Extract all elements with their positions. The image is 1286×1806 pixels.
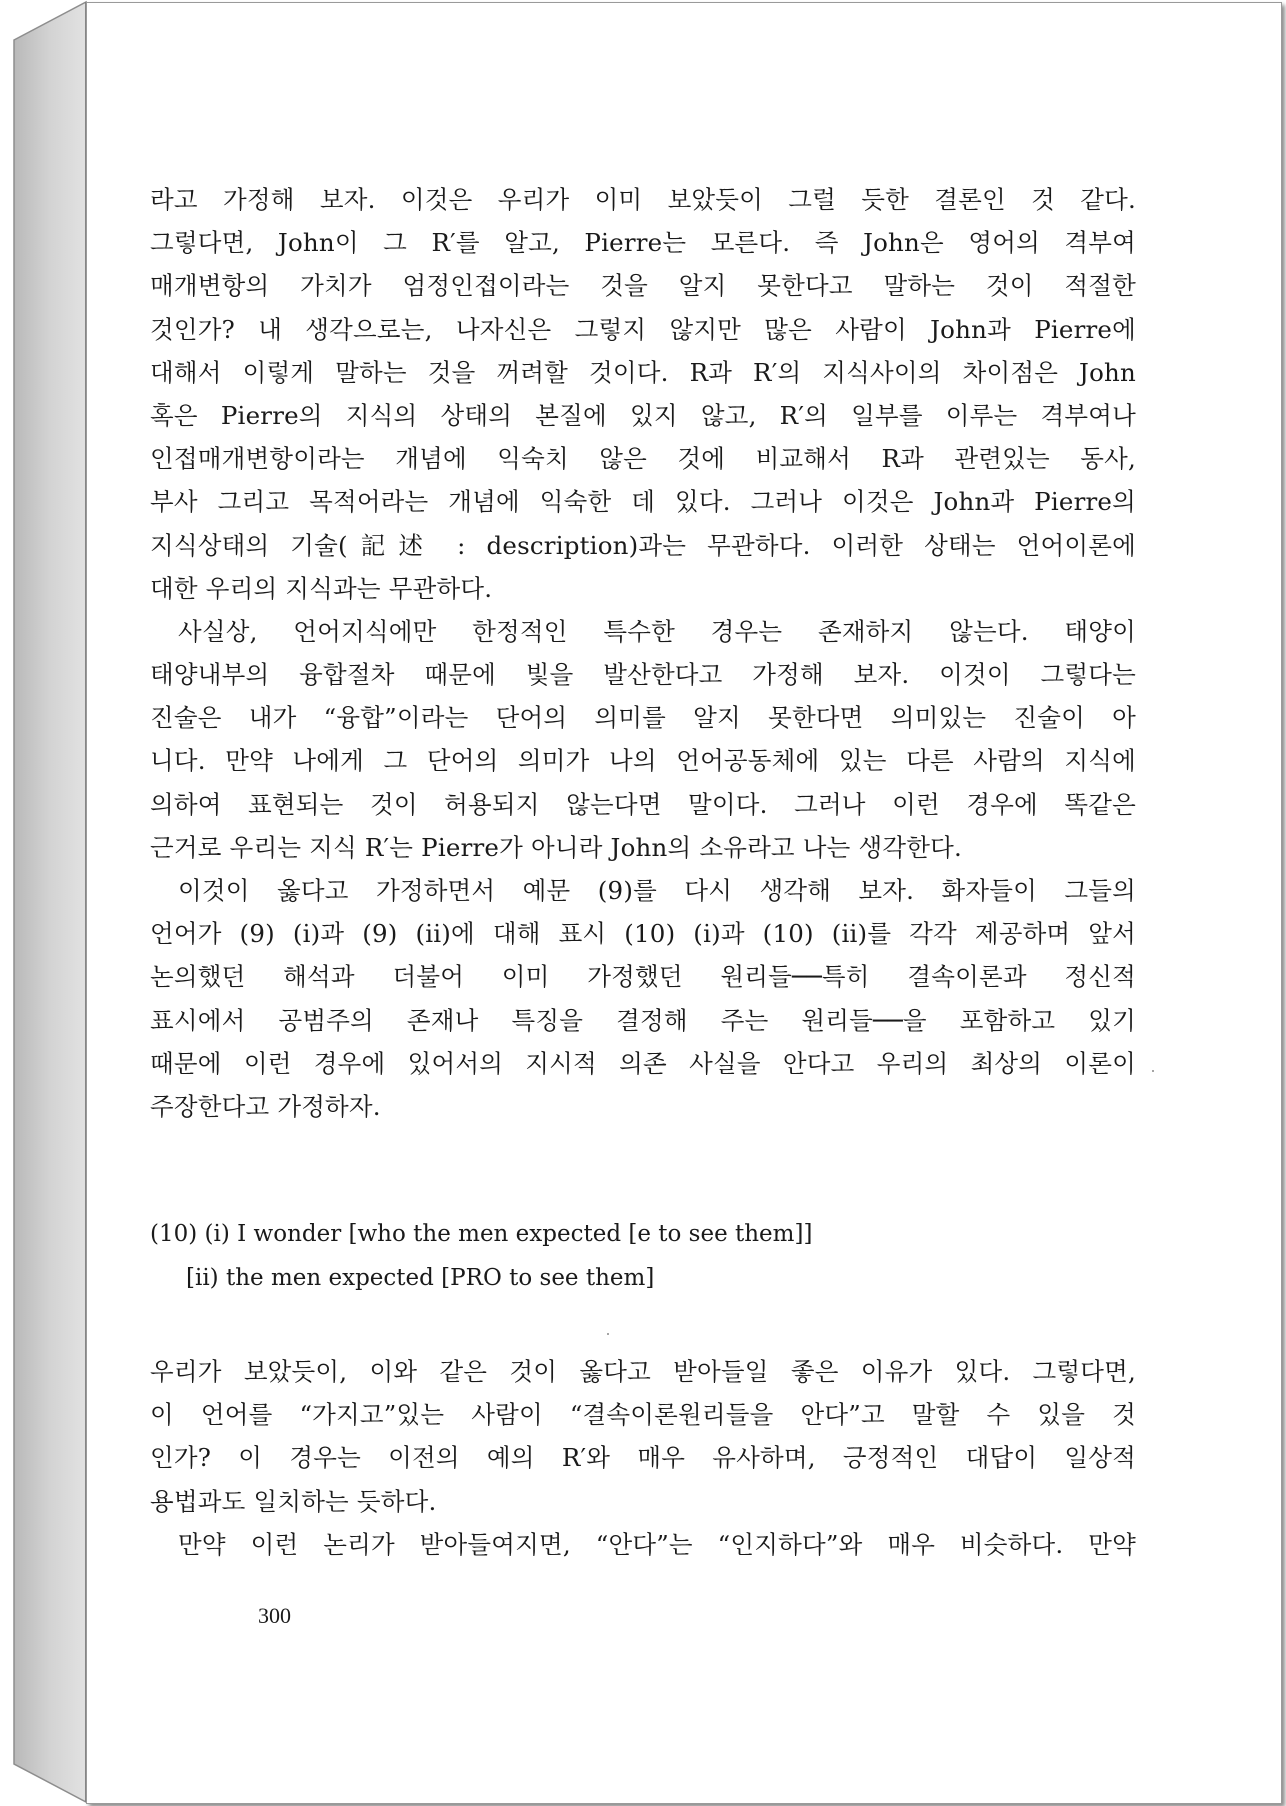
- text-line: 혹은 Pierre의 지식의 상태의 본질에 있지 않고, R′의 일부를 이루는 격부여나: [150, 400, 1136, 430]
- example-line-ii: [ii) the men expected [PRO to see them]: [186, 1265, 655, 1291]
- body-text-lower: [150, 1350, 1136, 1566]
- text-line: 논의했던 해석과 더불어 이미 가정했던 원리들──특히 결속이론과 정신적: [150, 962, 1136, 992]
- text-line: 인가? 이 경우는 이전의 예의 R′와 매우 유사하며, 긍정적인 대답이 일상적: [150, 1443, 1136, 1473]
- text-line: 대해서 이렇게 말하는 것을 꺼려할 것이다. R과 R′의 지식사이의 차이점은 John: [150, 357, 1136, 387]
- text-line: 대한 우리의 지식과는 무관하다.: [150, 573, 493, 603]
- text-line: 용법과도 일치하는 듯하다.: [150, 1486, 437, 1516]
- text-line: 매개변항의 가치가 엄정인접이라는 것을 알지 못한다고 말하는 것이 적절한: [150, 271, 1136, 301]
- text-line: 이것이 옳다고 가정하면서 예문 (9)를 다시 생각해 보자. 화자들이 그들의: [178, 876, 1136, 905]
- text-line: 라고 가정해 보자. 이것은 우리가 이미 보았듯이 그럴 듯한 결론인 것 같다.: [150, 185, 1136, 214]
- text-line: 때문에 이런 경우에 있어서의 지시적 의존 사실을 안다고 우리의 최상의 이론이: [150, 1048, 1136, 1078]
- page-number: 300: [258, 1603, 291, 1628]
- text-line: 의하여 표현되는 것이 허용되지 않는다면 말이다. 그러나 이런 경우에 똑같은: [150, 789, 1136, 819]
- text-line: 것인가? 내 생각으로는, 나자신은 그렇지 않지만 많은 사람이 John과 Pierre에: [150, 314, 1136, 344]
- paragraph-1: [150, 178, 1136, 610]
- example-line-i: (10) (i) I wonder [who the men expected [e to see them]]: [150, 1221, 813, 1247]
- paragraph-2: [150, 610, 1136, 869]
- text-line: 지식상태의 기술(記述 : description)과는 무관하다. 이러한 상태는 언어이론에: [150, 530, 1136, 560]
- scan-speck: [607, 1333, 609, 1335]
- text-line: 주장한다고 가정하자.: [150, 1091, 381, 1121]
- book-spine: [0, 0, 90, 1806]
- text-line: 태양내부의 융합절차 때문에 빛을 발산한다고 가정해 보자. 이것이 그렇다는: [150, 660, 1136, 690]
- example-10: [150, 1212, 950, 1300]
- text-line: 이 언어를 “가지고”있는 사람이 “결속이론원리들을 안다”고 말할 수 있을 것: [150, 1400, 1136, 1430]
- text-line: 언어가 (9) (i)과 (9) (ii)에 대해 표시 (10) (i)과 (10) (ii)를 각각 제공하며 앞서: [150, 919, 1136, 949]
- body-text-upper: [150, 178, 1136, 1128]
- paragraph-4: [150, 1350, 1136, 1523]
- text-line: 니다. 만약 나에게 그 단어의 의미가 나의 언어공동체에 있는 다른 사람의 지식에: [150, 746, 1136, 776]
- text-line: 우리가 보았듯이, 이와 같은 것이 옳다고 받아들일 좋은 이유가 있다. 그렇다면,: [150, 1357, 1136, 1386]
- text-line: 만약 이런 논리가 받아들여지면, “안다”는 “인지하다”와 매우 비슷하다. 만약: [178, 1529, 1136, 1559]
- scan-speck: [1152, 1070, 1154, 1072]
- text-line: 표시에서 공범주의 존재나 특징을 결정해 주는 원리들──을 포함하고 있기: [150, 1005, 1136, 1035]
- text-line: 진술은 내가 “융합”이라는 단어의 의미를 알지 못한다면 의미있는 진술이 아: [150, 703, 1136, 733]
- paragraph-5: [150, 1523, 1136, 1566]
- text-line: 인접매개변항이라는 개념에 익숙치 않은 것에 비교해서 R과 관련있는 동사,: [150, 444, 1136, 474]
- text-line: 부사 그리고 목적어라는 개념에 익숙한 데 있다. 그러나 이것은 John과 Pierre의: [150, 487, 1136, 517]
- text-line: 사실상, 언어지식에만 한정적인 특수한 경우는 존재하지 않는다. 태양이: [178, 616, 1136, 646]
- text-line: 근거로 우리는 지식 R′는 Pierre가 아니라 John의 소유라고 나는 생각한다.: [150, 832, 962, 862]
- text-line: 그렇다면, John이 그 R′를 알고, Pierre는 모른다. 즉 John은 영어의 격부여: [150, 228, 1136, 258]
- paragraph-3: [150, 869, 1136, 1128]
